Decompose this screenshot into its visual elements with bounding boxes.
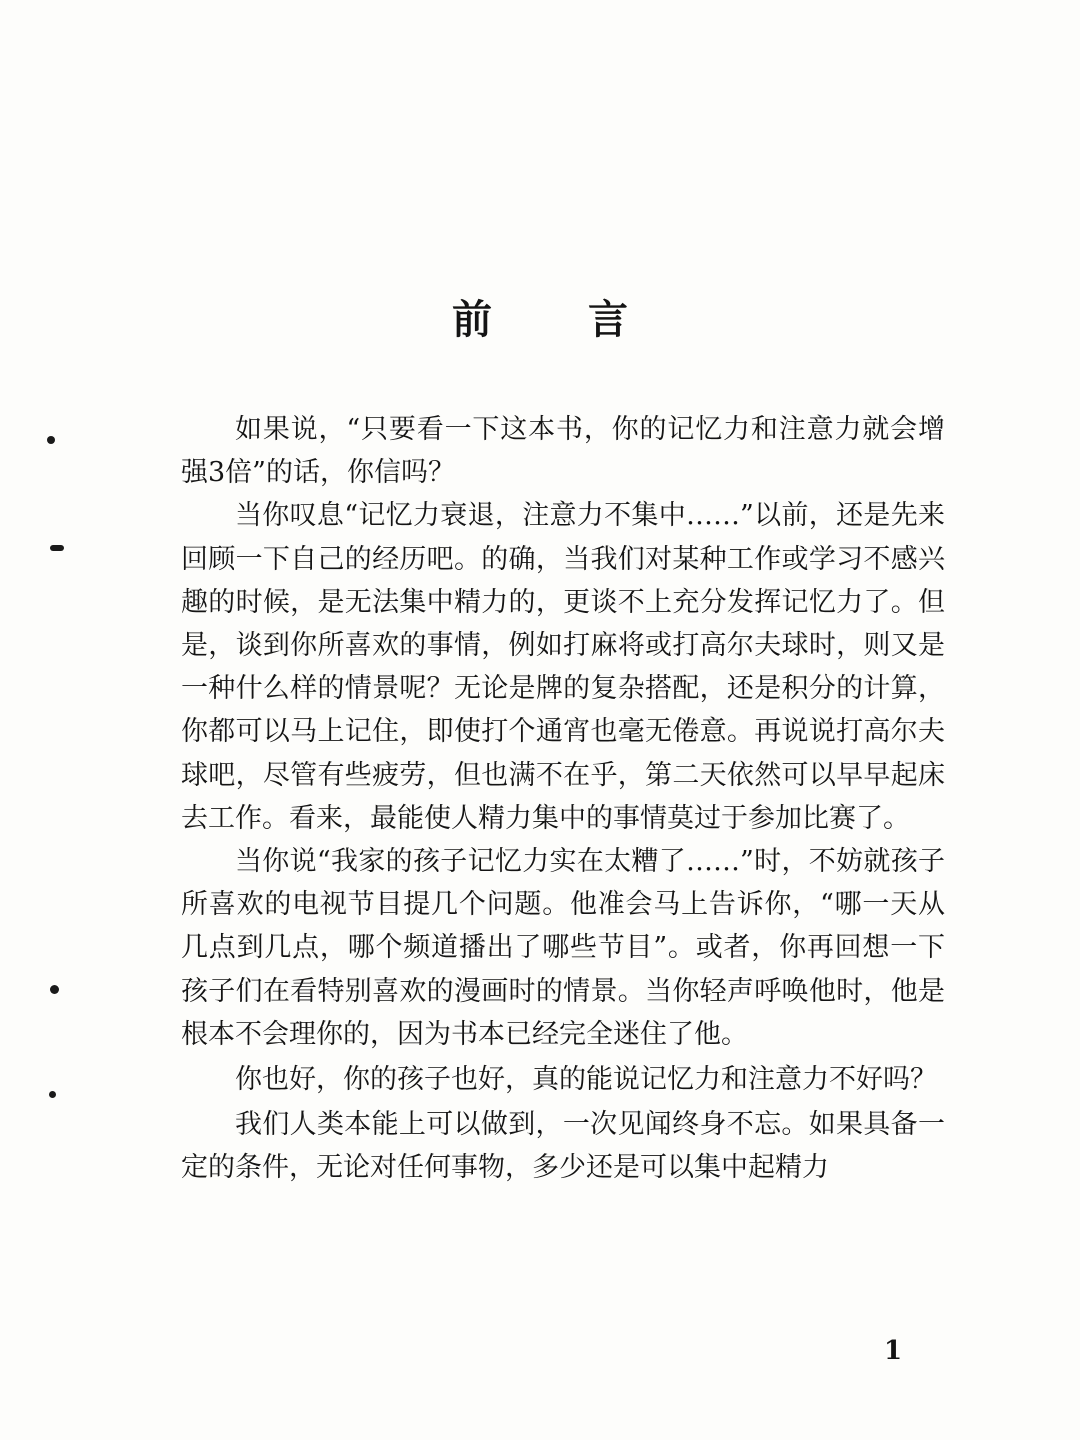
scan-speck [50, 545, 64, 551]
page-title [0, 288, 1080, 345]
paragraph-5: 我们人类本能上可以做到，一次见闻终身不忘。如果具备一定的条件，无论对任何事物，多少还是可以集中起精力 [181, 1109, 945, 1184]
title-char-1: 前 [452, 296, 492, 343]
paragraph-4: 你也好，你的孩子也好，真的能说记忆力和注意力不好吗？ [235, 1064, 937, 1096]
scan-speck [47, 436, 55, 444]
scan-speck [49, 1091, 56, 1098]
paragraph-3: 当你说“我家的孩子记忆力实在太糟了……”时，不妨就孩子所喜欢的电视节目提几个问题。他准会马上告诉你，“哪一天从几点到几点，哪个频道播出了哪些节目”。或者，你再回想一下孩子们在看特别喜欢的漫画时的情景。当你轻声呼唤他时，他是根本不会理你的，因为书本已经完全迷住了他。 [181, 846, 945, 1050]
title-char-2: 言 [588, 296, 628, 343]
body-text [181, 408, 945, 1190]
paragraph-1: 如果说，“只要看一下这本书，你的记忆力和注意力就会增强3倍”的话，你信吗？ [181, 414, 945, 489]
scan-speck [50, 985, 59, 994]
page-number: 1 [884, 1336, 903, 1366]
paragraph-2: 当你叹息“记忆力衰退，注意力不集中……”以前，还是先来回顾一下自己的经历吧。的确，当我们对某种工作或学习不感兴趣的时候，是无法集中精力的，更谈不上充分发挥记忆力了。但是，谈到你所喜欢的事情，例如打麻将或打高尔夫球时，则又是一种什么样的情景呢？无论是牌的复杂搭配，还是积分的计算，你都可以马上记住，即使打个通宵也毫无倦意。再说说打高尔夫球吧，尽管有些疲劳，但也满不在乎，第二天依然可以早早起床去工作。看来，最能使人精力集中的事情莫过于参加比赛了。 [181, 500, 945, 834]
